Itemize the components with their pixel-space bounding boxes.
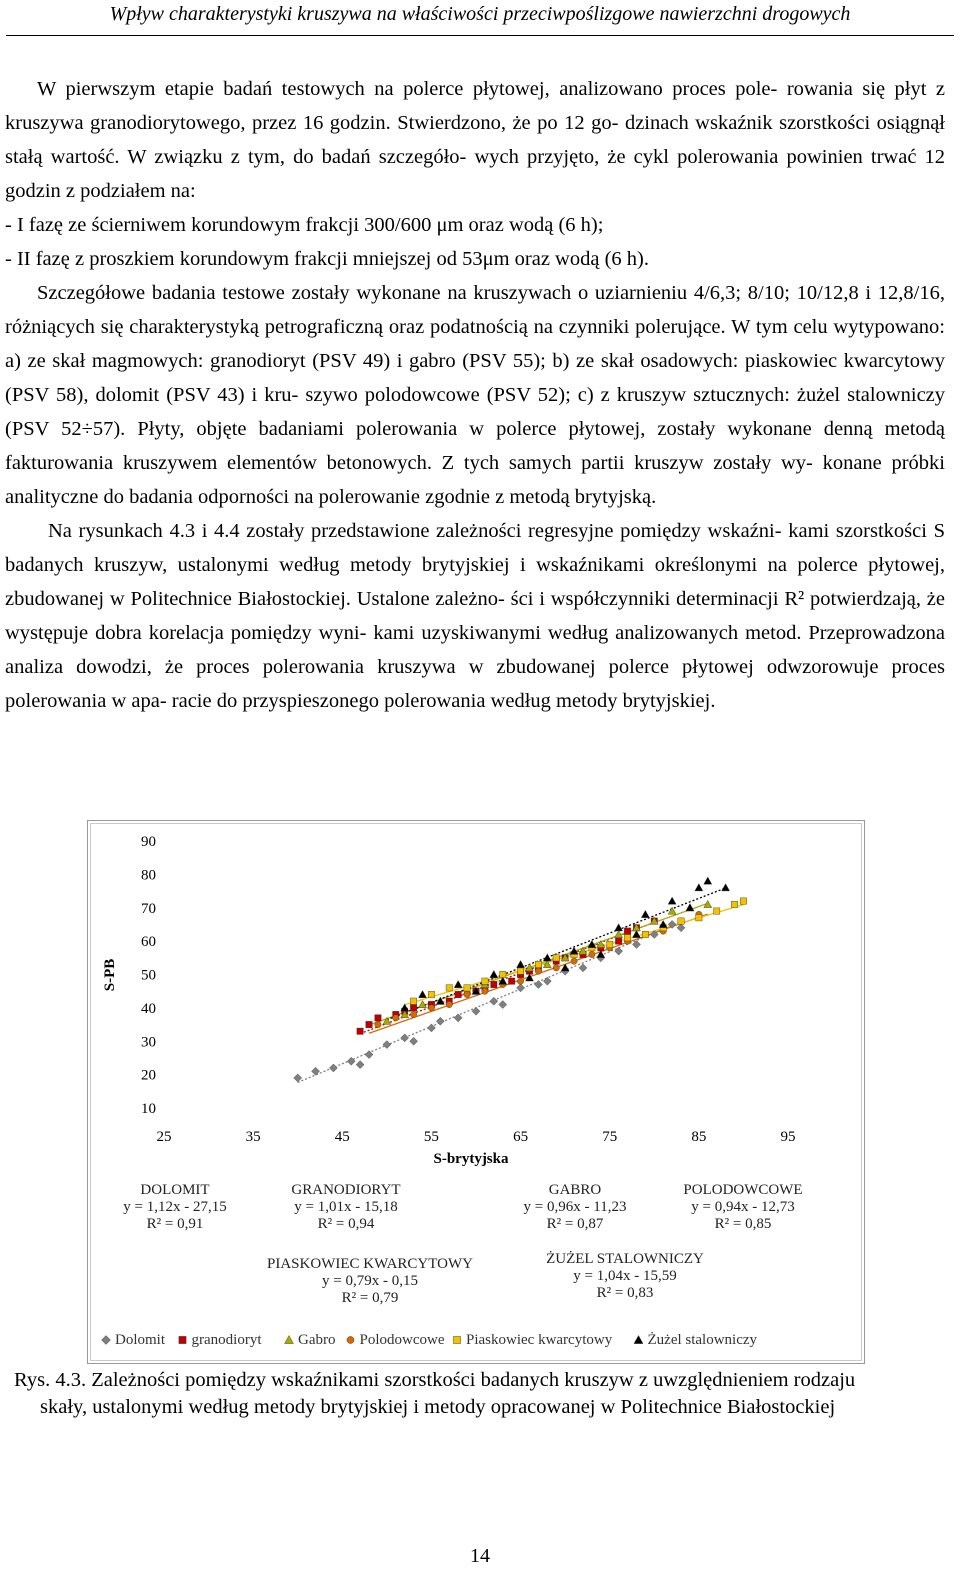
trend-line [298, 922, 681, 1083]
data-point [454, 981, 462, 988]
data-point [428, 991, 434, 997]
p3-line: Na rysunkach 4.3 i 4.4 zostały przedstawione zależności regresyjne pomiędzy wskaźni- [48, 520, 782, 542]
x-tick-label: 85 [691, 1129, 707, 1145]
data-point [571, 958, 577, 964]
running-header: Wpływ charakterystyki kruszywa na właściwości przeciwpoślizgowe nawierzchni drogowych [109, 3, 851, 25]
legend-marker [285, 1336, 294, 1344]
chart-legend [102, 1332, 758, 1348]
p1-line: W pierwszym etapie badań testowych na polerce płytowej, analizowano proces pole- [37, 78, 778, 100]
data-point [704, 877, 712, 884]
p2-line: (PSV 55); b) ze skał osadowych: piaskowiec kwarcytowy (PSV 58), dolomit (PSV 43) i kru- [5, 350, 945, 406]
data-point [454, 1014, 462, 1022]
p3-line: określonymi na polerce płytowej, zbudowanej w Politechnice Białostockiej. Ustalone zależno- [5, 554, 945, 610]
p2-line: szywo polodowcowe (PSV 52); c) z kruszyw sztucznych: żużel stalowniczy (PSV 52÷57). [5, 384, 946, 440]
p3-line: kami szorstkości S badanych kruszyw, ustalonymi według metody brytyjskiej i wskaźnikami [5, 520, 945, 576]
y-tick-label: 20 [141, 1067, 156, 1084]
equation-equation: y = 1,01x - 15,18 [294, 1199, 398, 1215]
p1-line: wych przyjęto, że cykl polerowania powinien trwać 12 godzin z podziałem na: [5, 146, 946, 202]
data-point [543, 977, 551, 985]
legend-label: granodioryt [191, 1332, 262, 1348]
data-point [393, 1015, 399, 1021]
equation-equation: y = 0,94x - 12,73 [691, 1199, 795, 1215]
data-point [410, 1011, 416, 1017]
equation-r2: R² = 0,85 [714, 1216, 772, 1232]
data-point [401, 1004, 409, 1011]
x-tick-label: 95 [780, 1129, 796, 1145]
data-point [668, 897, 676, 904]
data-point [615, 924, 623, 931]
x-tick-label: 35 [245, 1129, 261, 1145]
caption-line: skały, ustalonymi według metody brytyjskiej i metody opracowanej w Politechnice Białostockiej [40, 1396, 836, 1418]
equation-block [276, 1182, 416, 1233]
data-point [642, 931, 648, 937]
legend-marker [634, 1336, 643, 1344]
y-tick-label: 40 [141, 1000, 156, 1017]
page-number: 14 [470, 1545, 490, 1567]
data-point [410, 1037, 418, 1045]
equation-equation: y = 0,79x - 0,15 [322, 1273, 418, 1289]
legend-label: Dolomit [115, 1332, 166, 1348]
legend-marker [179, 1336, 186, 1343]
data-point [508, 978, 514, 984]
data-point [357, 1028, 363, 1034]
data-point [517, 960, 525, 967]
p1-line: dzinach wskaźnik szorstkości osiągnął stałą wartość. W związku z tym, do badań szczegóło- [5, 112, 946, 168]
data-point [366, 1021, 372, 1027]
legend-label: Piaskowiec kwarcytowy [466, 1332, 613, 1348]
data-point [553, 955, 559, 961]
p3-line: ści i współczynniki determinacji R² potwierdzają, że występuje dobra korelacja pomiędzy wyni- [5, 588, 945, 644]
data-point [500, 971, 506, 977]
data-point [740, 898, 746, 904]
data-point [383, 1041, 391, 1049]
data-point [294, 1074, 302, 1082]
x-tick-label: 45 [334, 1129, 350, 1145]
equation-label: DOLOMIT [140, 1182, 210, 1198]
y-tick-label: 90 [141, 834, 156, 850]
p2-line: polerujące. W tym celu wytypowano: a) ze skał magmowych: granodioryt (PSV 49) i gabro [5, 316, 946, 372]
data-point [534, 981, 542, 989]
equation-r2: R² = 0,87 [546, 1216, 604, 1232]
data-point [446, 1001, 452, 1007]
data-point [695, 884, 703, 891]
y-tick-label: 50 [141, 967, 156, 984]
equation-equation: y = 1,04x - 15,59 [573, 1268, 677, 1284]
equation-r2: R² = 0,94 [317, 1216, 375, 1232]
p2-line: Szczegółowe badania testowe zostały wykonane na kruszywach o uziarnieniu 4/6,3; 8/10; [37, 282, 790, 304]
equation-r2: R² = 0,91 [146, 1216, 204, 1232]
legend-label: Gabro [298, 1332, 336, 1348]
data-point [312, 1067, 320, 1075]
p2-line: Płyty, objęte badaniami polerowania w polerce płytowej, zostały wykonane denną metodą [137, 418, 946, 440]
data-point [589, 951, 595, 957]
data-point [597, 950, 605, 957]
caption-line: Rys. 4.3. Zależności pomiędzy wskaźnikami szorstkości badanych kruszyw z uwzględnieniem rodzaju [14, 1369, 856, 1391]
x-tick-label: 25 [156, 1129, 172, 1145]
p1-line: rowania się płyt z kruszywa granodiorytowego, przez 16 godzin. Stwierdzono, że po 12 go- [5, 78, 945, 134]
equation-label: GABRO [548, 1182, 602, 1198]
legend-label: Żużel stalowniczy [647, 1332, 758, 1348]
p2-line: konane próbki analityczne do badania odporności na polerowanie zgodnie z metodą brytyjską. [5, 452, 945, 508]
data-point [543, 954, 551, 961]
data-point [490, 971, 498, 978]
data-point [517, 968, 523, 974]
data-point [464, 991, 470, 997]
legend-marker [347, 1336, 354, 1343]
equation-r2: R² = 0,83 [596, 1285, 654, 1301]
y-tick-label: 60 [141, 934, 156, 951]
data-point [375, 1015, 381, 1021]
legend-marker [453, 1336, 460, 1343]
y-tick-label: 70 [141, 900, 156, 917]
data-point [624, 935, 630, 941]
equation-block [668, 1182, 818, 1233]
data-point [419, 991, 427, 998]
p3-line: kami uzyskiwanymi według analizowanych metod. Przeprowadzona analiza dowodzi, że proces [5, 622, 946, 678]
data-point [401, 1034, 409, 1042]
equation-block [530, 1251, 720, 1302]
data-point [472, 1007, 480, 1015]
data-point [428, 1005, 434, 1011]
equation-equation: y = 1,12x - 27,15 [123, 1199, 227, 1215]
data-point [436, 1017, 444, 1025]
data-point [678, 918, 684, 924]
data-point [482, 978, 488, 984]
data-point [641, 910, 649, 917]
data-point [696, 915, 702, 921]
p3-line: polerowania kruszywa w zbudowanej polerce płytowej odwzorowuje proces polerowania w apa- [5, 656, 945, 712]
data-point [517, 984, 525, 992]
data-point [607, 941, 613, 947]
y-tick-label: 30 [141, 1034, 156, 1051]
data-point [446, 985, 452, 991]
data-point [517, 978, 523, 984]
data-point [499, 1001, 507, 1009]
data-point [356, 1061, 364, 1069]
data-point [491, 981, 497, 987]
body-text [5, 72, 945, 718]
data-point [624, 928, 630, 934]
data-point [615, 947, 623, 955]
x-tick-label: 65 [513, 1129, 529, 1145]
y-tick-label: 80 [141, 867, 156, 884]
equation-r2: R² = 0,79 [341, 1290, 399, 1306]
p2-line: fakturowania kruszywem elementów betonowych. Z tych samych partii kruszyw zostały wy- [5, 452, 813, 474]
data-point [731, 901, 737, 907]
p2-line: 10/12,8 i 12,8/16, różniących się charakterystyką petrograficzną oraz podatnością na czynniki [5, 282, 945, 338]
data-point [686, 904, 694, 911]
equation-label: GRANODIORYT [291, 1182, 401, 1198]
data-point [579, 964, 587, 972]
equation-label: POLODOWCOWE [683, 1182, 803, 1198]
p3-line: racie do przyspieszonego polerowania według metody brytyjskiej. [171, 690, 716, 712]
list-item: - I fazę ze ścierniwem korundowym frakcji 300/600 μm oraz wodą (6 h); [5, 214, 604, 236]
data-point [615, 938, 621, 944]
x-tick-label: 55 [423, 1129, 439, 1145]
data-point [455, 991, 461, 997]
list-item: - II fazę z proszkiem korundowym frakcji mniejszej od 53μm oraz wodą (6 h). [5, 248, 649, 270]
equation-label: ŻUŻEL STALOWNICZY [546, 1251, 704, 1267]
data-point [464, 985, 470, 991]
y-tick-label: 10 [141, 1101, 156, 1117]
data-point [410, 998, 416, 1004]
data-point [632, 930, 640, 937]
data-point [329, 1064, 337, 1072]
data-points [294, 877, 747, 1082]
data-point [535, 961, 541, 967]
figure-caption [14, 1367, 944, 1421]
data-point [722, 884, 730, 891]
data-point [410, 1005, 416, 1011]
data-point [419, 1001, 427, 1008]
data-point [553, 965, 559, 971]
x-tick-label: 75 [602, 1129, 618, 1145]
data-point [482, 988, 488, 994]
legend-marker [102, 1336, 111, 1345]
data-point [375, 1021, 381, 1027]
legend-label: Polodowcowe [359, 1332, 445, 1348]
data-point [490, 997, 498, 1005]
equation-label: PIASKOWIEC KWARCYTOWY [267, 1256, 473, 1272]
equation-block [110, 1182, 240, 1233]
equation-block [240, 1256, 500, 1307]
equation-equation: y = 0,96x - 11,23 [523, 1199, 627, 1215]
header-rule [6, 35, 954, 36]
x-axis-label: S-brytyjska [433, 1151, 509, 1167]
y-axis-label: S-PB [102, 958, 118, 992]
equation-block [520, 1182, 630, 1233]
data-point [713, 908, 719, 914]
data-point [659, 920, 667, 927]
data-point [535, 968, 541, 974]
